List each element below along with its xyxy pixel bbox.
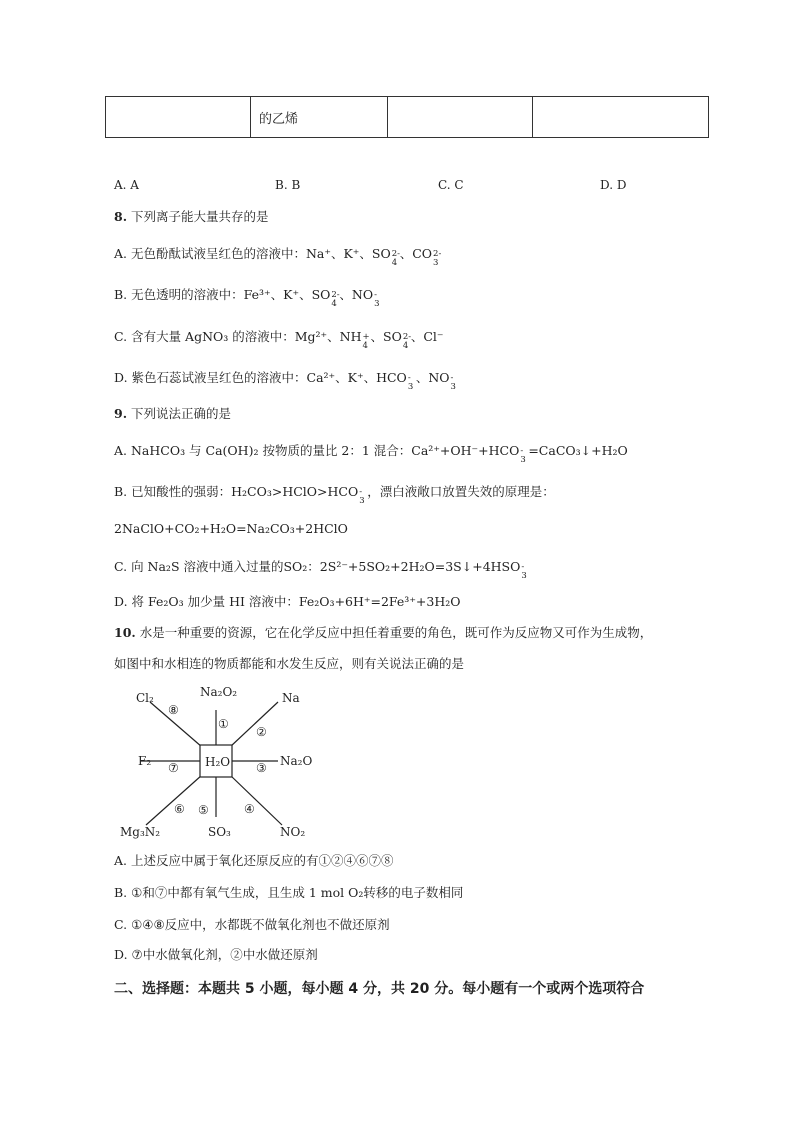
substance-label: SO₃ bbox=[208, 825, 231, 839]
q9-option-b[interactable] bbox=[114, 483, 555, 506]
q10-option-b[interactable] bbox=[114, 884, 463, 902]
table-cell bbox=[533, 97, 709, 138]
q9-option-a[interactable] bbox=[114, 442, 628, 465]
reaction-number: ② bbox=[256, 725, 267, 739]
option-text: D. 将 Fe₂O₃ 加少量 HI 溶液中：Fe₂O₃+6H⁺=2Fe³⁺+3H₂O bbox=[114, 594, 461, 609]
connector-line bbox=[146, 775, 202, 825]
table-cell bbox=[106, 97, 251, 138]
ion-script: - 3 bbox=[374, 289, 380, 309]
q10-option-d[interactable] bbox=[114, 946, 318, 964]
option-text: 、NO bbox=[415, 370, 450, 385]
ion-script: 2- 4 bbox=[391, 248, 400, 268]
substance-label: Na₂O bbox=[280, 754, 313, 768]
section-heading: 二、选择题：本题共 5 小题，每小题 4 分，共 20 分。每小题有一个或两个选项符合 bbox=[114, 981, 645, 997]
ion-script: - 3 bbox=[359, 486, 365, 506]
connector-line bbox=[230, 775, 282, 825]
ion-script: - 3 bbox=[407, 372, 414, 392]
substance-label: Na bbox=[282, 691, 300, 705]
ion-script: 2- 3 bbox=[433, 248, 442, 268]
question-number: 8. bbox=[114, 209, 128, 224]
question-text: 下列说法正确的是 bbox=[131, 406, 232, 421]
connector-line bbox=[230, 702, 278, 747]
table-cell bbox=[388, 97, 533, 138]
reaction-number: ③ bbox=[256, 761, 267, 775]
option-a[interactable]: A. A bbox=[114, 178, 139, 192]
question-number: 9. bbox=[114, 406, 128, 421]
q8-option-d[interactable] bbox=[114, 369, 459, 392]
ion-script: + 4 bbox=[362, 331, 370, 351]
q9-stem bbox=[114, 405, 231, 423]
q9-option-b-equation bbox=[114, 520, 348, 538]
question-text: 下列离子能大量共存的是 bbox=[131, 209, 269, 224]
reaction-number: ① bbox=[218, 717, 229, 731]
option-text: D. ⑦中水做氧化剂，②中水做还原剂 bbox=[114, 947, 318, 962]
reaction-number: ⑤ bbox=[198, 803, 209, 817]
ion-script: - 3 bbox=[521, 561, 527, 581]
equation-text: 2NaClO+CO₂+H₂O=Na₂CO₃+2HClO bbox=[114, 521, 348, 536]
q10-option-c[interactable] bbox=[114, 916, 390, 934]
option-text: C. 向 Na₂S 溶液中通入过量的SO₂：2S²⁻+5SO₂+2H₂O=3S↓+4HSO bbox=[114, 559, 521, 574]
answer-table bbox=[105, 96, 709, 138]
reaction-number: ④ bbox=[244, 802, 255, 816]
q8-option-a[interactable] bbox=[114, 245, 442, 268]
option-text: B. 已知酸性的强弱：H₂CO₃>HClO>HCO bbox=[114, 484, 359, 499]
reaction-number: ⑥ bbox=[174, 802, 185, 816]
substance-label: Na₂O₂ bbox=[200, 685, 238, 699]
q8-option-c[interactable] bbox=[114, 328, 444, 351]
q10-option-a[interactable] bbox=[114, 852, 393, 870]
question-number: 10. bbox=[114, 625, 136, 640]
ion-script: 2- 4 bbox=[331, 289, 340, 309]
q9-option-c[interactable] bbox=[114, 558, 529, 581]
option-text: B. 无色透明的溶液中：Fe³⁺、K⁺、SO bbox=[114, 287, 331, 302]
table-cell: 的乙烯 bbox=[251, 97, 388, 138]
option-text: 、SO bbox=[370, 329, 402, 344]
question-text: 水是一种重要的资源，它在化学反应中担任着重要的角色，既可作为反应物又可作为生成物， bbox=[139, 625, 653, 640]
water-reaction-diagram bbox=[110, 682, 320, 842]
option-text: D. 紫色石蕊试液呈红色的溶液中：Ca²⁺、K⁺、HCO bbox=[114, 370, 407, 385]
q9-option-d[interactable] bbox=[114, 593, 461, 611]
option-text: A. 上述反应中属于氧化还原反应的有①②④⑥⑦⑧ bbox=[114, 853, 394, 868]
option-text: A. 无色酚酞试液呈红色的溶液中：Na⁺、K⁺、SO bbox=[114, 246, 391, 261]
substance-label: Cl₂ bbox=[136, 691, 154, 705]
reaction-number: ⑦ bbox=[168, 761, 179, 775]
option-c[interactable]: C. C bbox=[438, 178, 464, 192]
option-text: C. 含有大量 AgNO₃ 的溶液中：Mg²⁺、NH bbox=[114, 329, 362, 344]
option-text: 、CO bbox=[399, 246, 433, 261]
reaction-number: ⑧ bbox=[168, 703, 179, 717]
option-text: 、NO bbox=[339, 287, 374, 302]
q8-stem bbox=[114, 208, 269, 226]
substance-label: NO₂ bbox=[280, 825, 306, 839]
q10-stem-line-1 bbox=[114, 624, 652, 642]
option-text: C. ①④⑧反应中，水都既不做氧化剂也不做还原剂 bbox=[114, 917, 390, 932]
prev-question-options bbox=[0, 178, 794, 196]
option-text: ，漂白液敞口放置失效的原理是： bbox=[367, 484, 555, 499]
option-d[interactable]: D. D bbox=[600, 178, 627, 192]
table-row bbox=[106, 97, 709, 138]
q8-option-b[interactable] bbox=[114, 286, 382, 309]
q10-stem-line-2 bbox=[114, 655, 464, 673]
center-label: H₂O bbox=[205, 755, 231, 769]
ion-script: - 3 bbox=[450, 372, 456, 392]
ion-script: - 3 bbox=[520, 445, 526, 465]
option-text: B. ①和⑦中都有氧气生成，且生成 1 mol O₂转移的电子数相同 bbox=[114, 885, 464, 900]
question-text: 如图中和水相连的物质都能和水发生反应，则有关说法正确的是 bbox=[114, 656, 465, 671]
ion-script: 2- 4 bbox=[402, 331, 412, 351]
option-text: 、Cl⁻ bbox=[410, 329, 444, 344]
substance-label: F₂ bbox=[138, 754, 152, 768]
option-text: =CaCO₃↓+H₂O bbox=[528, 443, 628, 458]
option-text: A. NaHCO₃ 与 Ca(OH)₂ 按物质的量比 2：1 混合：Ca²⁺+OH⁻+HCO bbox=[114, 443, 520, 458]
option-b[interactable]: B. B bbox=[275, 178, 301, 192]
substance-label: Mg₃N₂ bbox=[120, 825, 161, 839]
